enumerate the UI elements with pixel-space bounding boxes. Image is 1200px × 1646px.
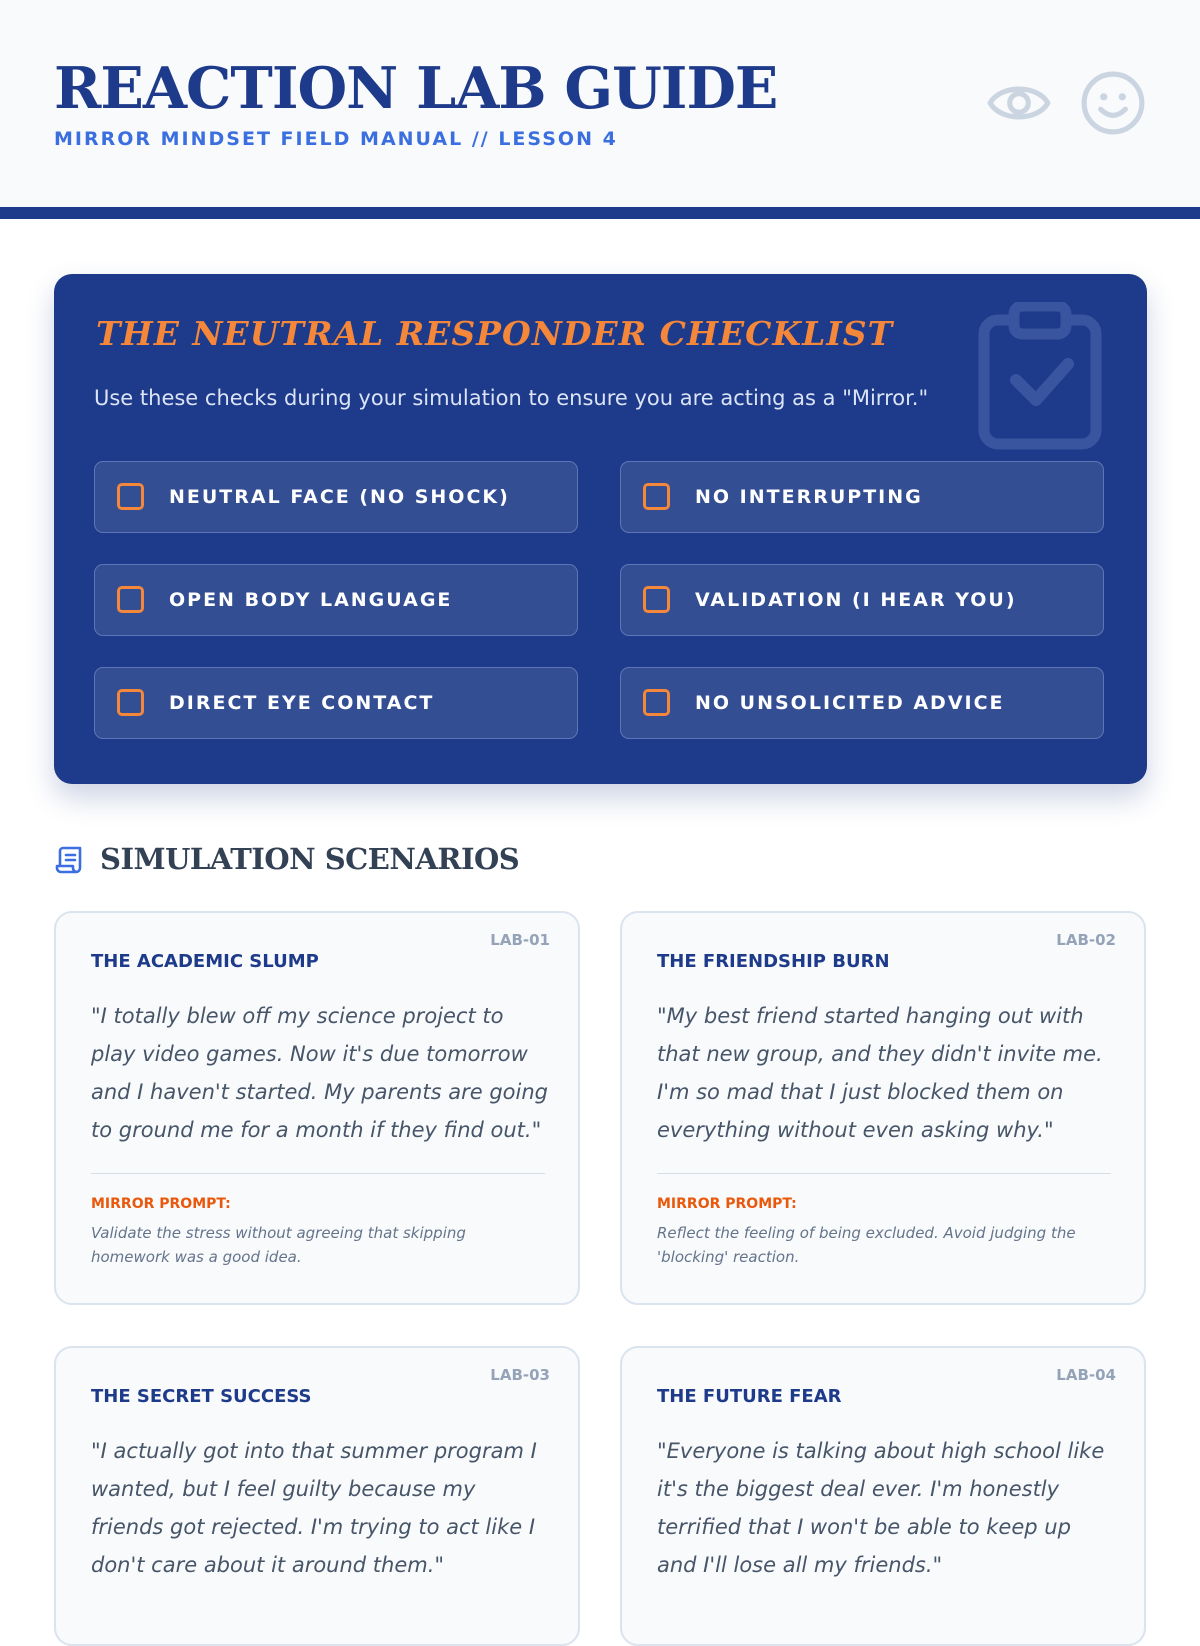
scenario-card — [620, 911, 1146, 1305]
scenario-title: THE FRIENDSHIP BURN — [657, 951, 890, 972]
mirror-prompt-text: Validate the stress without agreeing that skipping homework was a good idea. — [91, 1224, 466, 1266]
checklist-panel — [54, 274, 1147, 784]
scenario-id: LAB-04 — [1056, 1366, 1116, 1384]
checklist-item[interactable] — [94, 564, 578, 636]
page-title: REACTION LAB GUIDE — [54, 55, 778, 122]
scroll-icon — [54, 844, 86, 876]
checklist-item[interactable] — [620, 564, 1104, 636]
scenario-quote: "Everyone is talking about high school like it's the biggest deal ever. I'm honestly terrified that I won't be able to keep up and I'll lose all my friends." — [657, 1439, 1105, 1577]
divider — [657, 1173, 1111, 1174]
smile-icon — [1080, 70, 1146, 136]
scenario-quote: "My best friend started hanging out with that new group, and they didn't invite me. I'm so mad that I just blocked them on everything without even asking why." — [657, 1004, 1103, 1142]
checklist-item[interactable] — [94, 667, 578, 739]
checklist-item[interactable] — [94, 461, 578, 533]
divider — [91, 1173, 545, 1174]
mirror-prompt-text: Reflect the feeling of being excluded. Avoid judging the 'blocking' reaction. — [657, 1224, 1076, 1266]
scenario-title: THE FUTURE FEAR — [657, 1386, 842, 1407]
scenario-id: LAB-01 — [490, 931, 550, 949]
mirror-prompt-label: MIRROR PROMPT: — [91, 1196, 231, 1212]
checklist-title: THE NEUTRAL RESPONDER CHECKLIST — [96, 314, 894, 353]
scenario-card — [54, 911, 580, 1305]
scenario-quote: "I actually got into that summer program I wanted, but I feel guilty because my friends got rejected. I'm trying to act like I don't care about it around them." — [91, 1439, 537, 1577]
checkbox[interactable] — [643, 586, 670, 613]
checklist-item-label: OPEN BODY LANGUAGE — [169, 589, 453, 611]
eye-icon — [986, 70, 1052, 136]
checklist-item-label: VALIDATION (I HEAR YOU) — [695, 589, 1017, 611]
checkbox[interactable] — [117, 586, 144, 613]
page-header — [0, 0, 1200, 219]
scenario-title: THE ACADEMIC SLUMP — [91, 951, 319, 972]
scenario-id: LAB-02 — [1056, 931, 1116, 949]
checklist-item[interactable] — [620, 667, 1104, 739]
checklist-description: Use these checks during your simulation to ensure you are acting as a "Mirror." — [94, 386, 929, 410]
checklist-item-label: NO UNSOLICITED ADVICE — [695, 692, 1005, 714]
scenario-title: THE SECRET SUCCESS — [91, 1386, 312, 1407]
section-title: SIMULATION SCENARIOS — [100, 842, 520, 876]
scenario-id: LAB-03 — [490, 1366, 550, 1384]
checklist-item-label: NO INTERRUPTING — [695, 486, 923, 508]
clipboard-check-icon — [974, 302, 1114, 452]
page-subtitle: MIRROR MINDSET FIELD MANUAL // LESSON 4 — [54, 128, 618, 150]
mirror-prompt-label: MIRROR PROMPT: — [657, 1196, 797, 1212]
checkbox[interactable] — [643, 689, 670, 716]
checkbox[interactable] — [643, 483, 670, 510]
checkbox[interactable] — [117, 483, 144, 510]
scenario-quote: "I totally blew off my science project to play video games. Now it's due tomorrow and I haven't started. My parents are going to ground me for a month if they find out." — [91, 1004, 548, 1142]
scenario-card — [54, 1346, 580, 1646]
checklist-item-label: NEUTRAL FACE (NO SHOCK) — [169, 486, 510, 508]
checkbox[interactable] — [117, 689, 144, 716]
checklist-item-label: DIRECT EYE CONTACT — [169, 692, 435, 714]
checklist-item[interactable] — [620, 461, 1104, 533]
scenario-card — [620, 1346, 1146, 1646]
